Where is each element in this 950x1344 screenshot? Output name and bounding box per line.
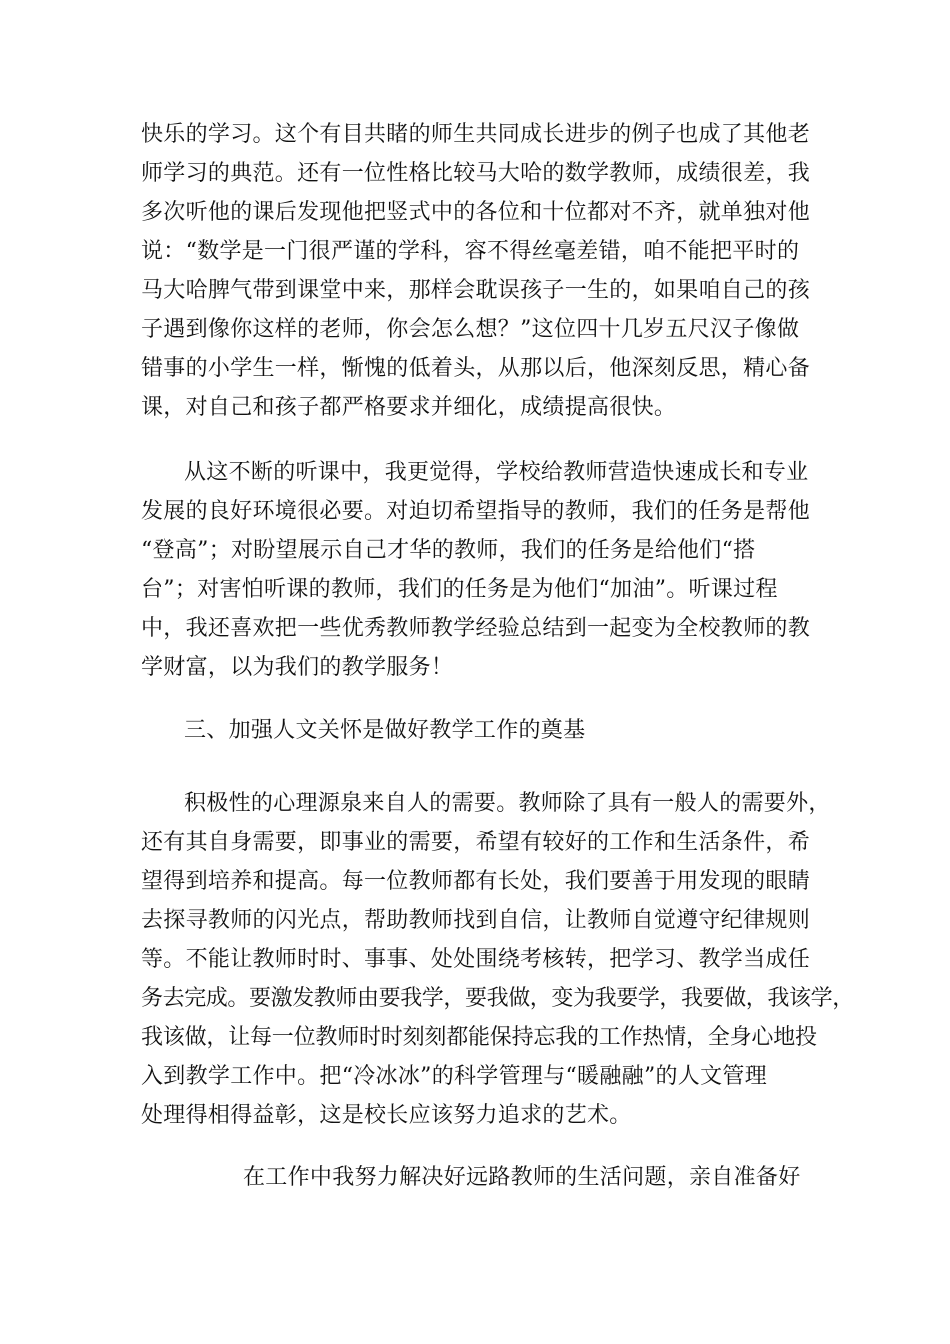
text-line: 课，对自己和孩子都严格要求并细化，成绩提高很快。 [141,395,677,420]
text-line: “登高”；对盼望展示自己才华的教师，我们的任务是给他们“搭 [141,538,756,563]
text-line: 我该做，让每一位教师时时刻刻都能保持忘我的工作热情，全身心地投 [141,1025,817,1050]
text-line: 入到教学工作中。把“冷冰冰”的科学管理与“暖融融”的人文管理 [141,1064,767,1089]
text-line: 说：“数学是一门很严谨的学科，容不得丝毫差错，咱不能把平时的 [141,239,800,264]
text-line: 快乐的学习。这个有目共睹的师生共同成长进步的例子也成了其他老 [141,122,811,147]
text-line: 积极性的心理源泉来自人的需要。教师除了具有一般人的需要外， [184,791,831,816]
text-line: 中，我还喜欢把一些优秀教师教学经验总结到一起变为全校教师的教 [141,616,811,641]
text-line: 台”；对害怕听课的教师，我们的任务是为他们“加油”。听课过程 [141,577,778,602]
text-line: 等。不能让教师时时、事事、处处围绕考核转，把学习、教学当成任 [141,947,811,972]
text-line: 学财富，以为我们的教学服务！ [141,655,454,680]
text-line: 务去完成。要激发教师由要我学，要我做，变为我要学，我要做，我该学， [141,986,854,1011]
text-line: 望得到培养和提高。每一位教师都有长处，我们要善于用发现的眼睛 [141,869,811,894]
text-line: 发展的良好环境很必要。对迫切希望指导的教师，我们的任务是帮他 [141,499,811,524]
text-line: 在工作中我努力解决好远路教师的生活问题，亲自准备好 [243,1165,801,1190]
text-line: 子遇到像你这样的老师，你会怎么想？”这位四十几岁五尺汉子像做 [141,317,800,342]
text-line: 去探寻教师的闪光点，帮助教师找到自信，让教师自觉遵守纪律规则 [141,908,811,933]
heading-text: 三、加强人文关怀是做好教学工作的奠基 [184,718,586,743]
text-line: 多次听他的课后发现他把竖式中的各位和十位都对不齐，就单独对他 [141,200,811,225]
text-line: 还有其自身需要，即事业的需要，希望有较好的工作和生活条件，希 [141,830,811,855]
text-line: 马大哈脾气带到课堂中来，那样会耽误孩子一生的，如果咱自己的孩 [141,278,811,303]
text-line: 从这不断的听课中，我更觉得，学校给教师营造快速成长和专业 [184,460,809,485]
text-line: 处理得相得益彰，这是校长应该努力追求的艺术。 [141,1103,632,1128]
text-line: 错事的小学生一样，惭愧的低着头，从那以后，他深刻反思，精心备 [141,356,811,381]
text-line: 师学习的典范。还有一位性格比较马大哈的数学教师，成绩很差，我 [141,161,811,186]
